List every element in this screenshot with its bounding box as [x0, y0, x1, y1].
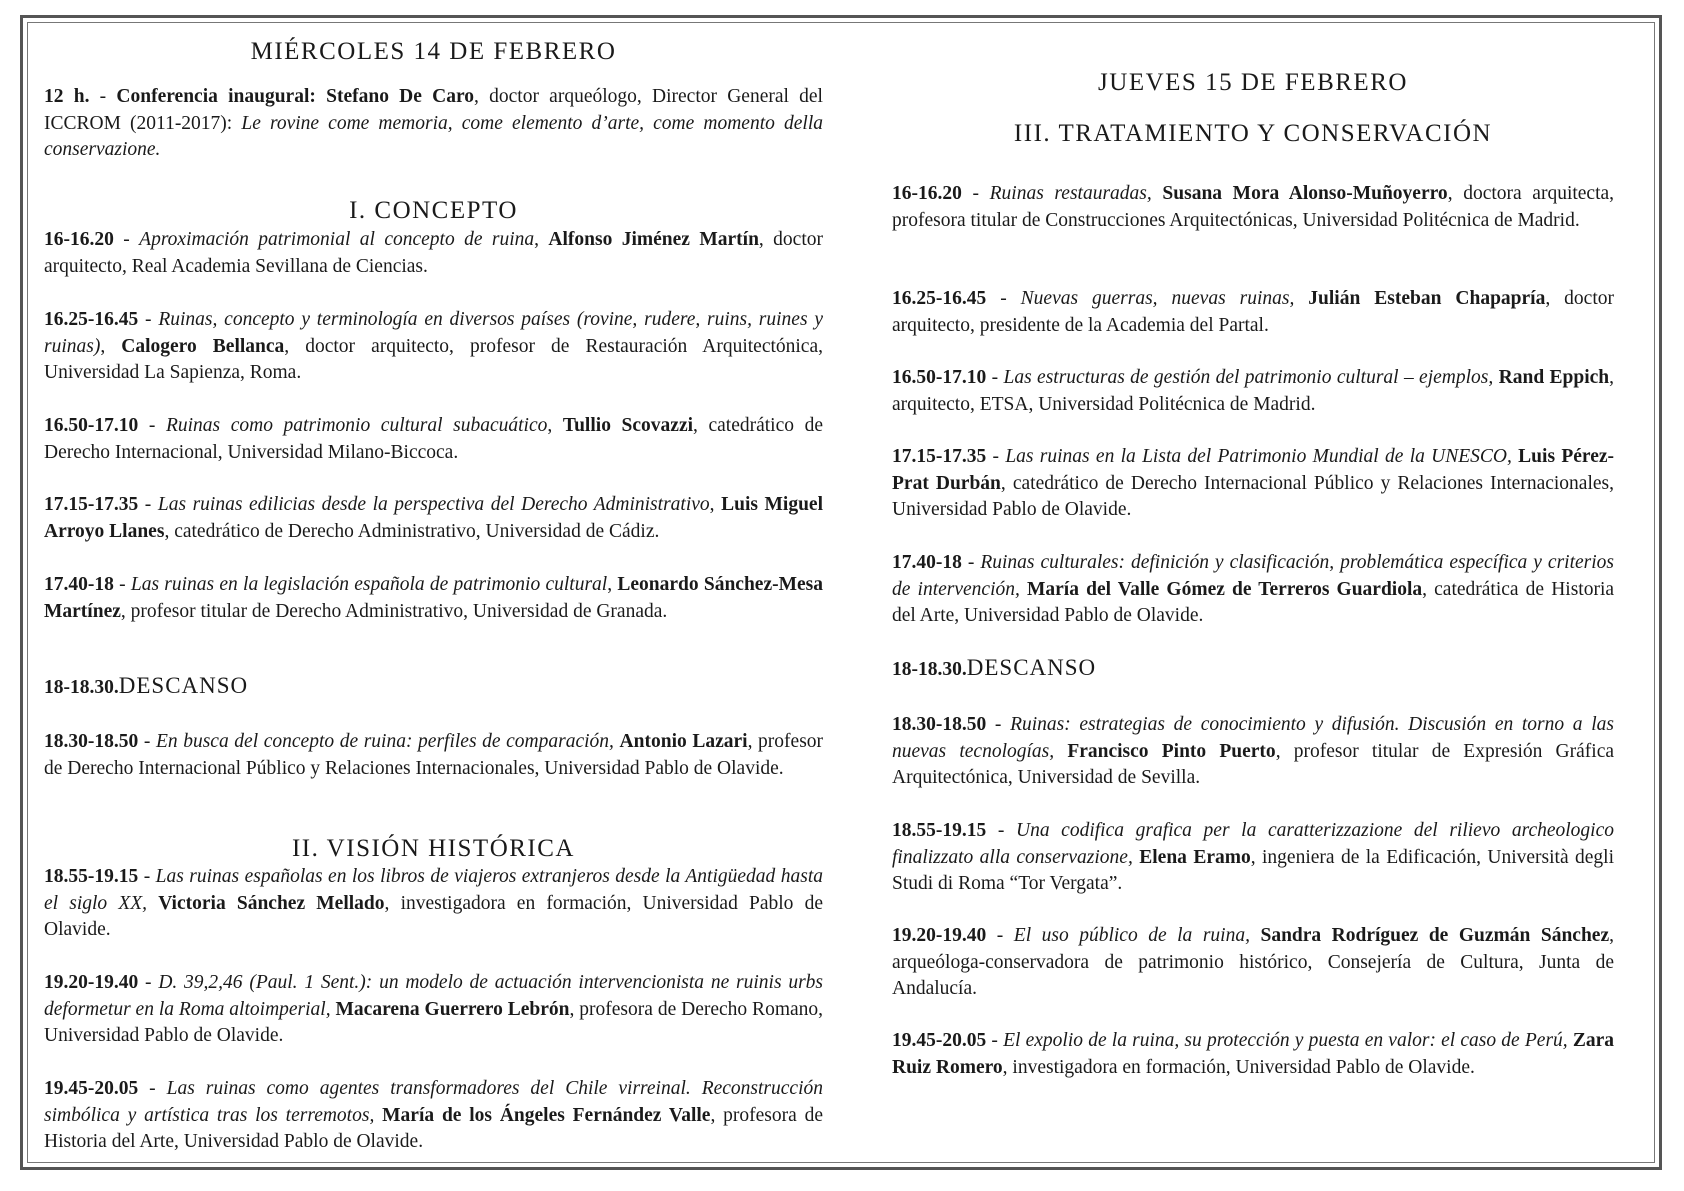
entry-separator: , [100, 335, 122, 357]
program-entry [44, 970, 823, 1050]
entry-time: 19.45-20.05 [892, 1030, 987, 1051]
program-entry [892, 1028, 1614, 1081]
entry-separator: - [986, 925, 1014, 946]
entry-time: 17.15-17.35 [44, 494, 139, 515]
entry-time: 17.40-18 [892, 552, 962, 573]
break-label: DESCANSO [966, 655, 1097, 680]
entry-speaker: Luis Pérez-Prat Durbán [892, 446, 1614, 494]
entry-separator: - [138, 309, 159, 330]
entry-separator: - [961, 183, 990, 204]
entry-speaker: Susana Mora Alonso-Muñoyerro [1162, 183, 1448, 204]
program-entry [44, 864, 823, 944]
entry-speaker: Sandra Rodríguez de Guzmán Sánchez [1260, 925, 1610, 946]
break-time: 18-18.30. [44, 677, 119, 698]
day-heading-thursday: JUEVES 15 DE FEBRERO [1098, 69, 1408, 96]
entry-title: Las ruinas en la Lista del Patrimonio Mundial de la UNESCO, [1005, 446, 1512, 467]
entry-title: Las ruinas españolas en los libros de viajeros extranjeros desde la Antigüedad hasta el siglo XX, [44, 866, 824, 914]
program-entry [892, 181, 1614, 234]
entry-title: Ruinas, concepto y terminología en diversos países (rovine, rudere, ruins, ruines y ruinas) [44, 309, 823, 357]
break-descanso [892, 653, 1096, 685]
entry-description: , profesora de Historia del Arte, Universidad Pablo de Olavide. [44, 1104, 824, 1152]
entry-separator [1294, 288, 1308, 309]
entry-speaker: Macarena Guerrero Lebrón [335, 998, 570, 1020]
entry-separator: , [607, 574, 618, 595]
entry-label: Conferencia inaugural: Stefano De Caro [116, 86, 475, 107]
entry-title: Ruinas culturales: definición y clasificación, problemática específica y criterios de intervención, [892, 552, 1614, 600]
entry-title: El expolio de la ruina, su protección y puesta en valor: el caso de Perú, [1003, 1030, 1568, 1051]
entry-description: , catedrático de Derecho Internacional, Universidad Milano-Biccoca. [44, 415, 824, 463]
program-entry [44, 572, 823, 625]
break-descanso [44, 671, 248, 703]
program-entry [892, 712, 1614, 792]
entry-separator: - [986, 1030, 1004, 1051]
program-entry [44, 227, 823, 280]
entry-separator: - [986, 714, 1011, 735]
program-entry [892, 818, 1614, 898]
entry-title: Ruinas: estrategias de conocimiento y difusión. Discusión en torno a las nuevas tecnologías, [892, 714, 1614, 762]
program-entry [44, 307, 823, 387]
entry-speaker: Elena Eramo [1139, 846, 1251, 868]
entry-time: 18.30-18.50 [892, 714, 987, 735]
entry-separator [1020, 579, 1027, 600]
entry-description: , profesora de Derecho Romano, Universidad Pablo de Olavide. [44, 998, 824, 1046]
entry-separator: - [113, 574, 131, 595]
entry-separator [1054, 741, 1067, 762]
program-entry [892, 923, 1614, 1003]
program-entry [44, 1076, 823, 1156]
entry-title: Ruinas como patrimonio cultural subacuático [165, 415, 548, 436]
entry-description: , doctora arquitecta, profesora titular de Construcciones Arquitectónicas, Universidad Politécnica de Madrid. [892, 183, 1615, 231]
entry-description: , catedrático de Derecho Administrativo, Universidad de Cádiz. [164, 520, 660, 542]
entry-separator: - [961, 552, 981, 573]
entry-time: 17.15-17.35 [892, 446, 987, 467]
entry-separator: - [138, 972, 159, 993]
entry-title: Aproximación patrimonial al concepto de ruina [139, 229, 535, 250]
section-heading-tratamiento: III. TRATAMIENTO Y CONSERVACIÓN [1013, 120, 1493, 147]
entry-title: Nuevas guerras, nuevas ruinas, [1020, 288, 1295, 309]
entry-title: Las ruinas en la legislación española de patrimonio cultural [130, 574, 608, 595]
break-time: 18-18.30. [892, 659, 967, 680]
entry-separator: - [986, 367, 1004, 388]
entry-speaker: Francisco Pinto Puerto [1067, 740, 1276, 762]
entry-separator: , [534, 229, 549, 250]
program-entry [892, 365, 1614, 418]
entry-separator: - [986, 288, 1021, 309]
entry-description: , arquitecto, ETSA, Universidad Politécnica de Madrid. [892, 367, 1615, 415]
entry-separator [374, 1105, 382, 1126]
entry-separator [1152, 183, 1163, 204]
entry-speaker: Tullio Scovazzi [562, 415, 694, 436]
entry-description: , doctor arquitecto, profesor de Restauración Arquitectónica, Universidad La Sapienza, Roma. [44, 335, 823, 383]
entry-description: , catedrática de Historia del Arte, Universidad Pablo de Olavide. [892, 578, 1615, 626]
entry-time: 18.55-19.15 [44, 866, 139, 887]
program-entry [892, 286, 1614, 339]
entry-title: D. 39,2,46 (Paul. 1 Sent.): un modelo de actuación intervencionista ne ruinis urbs deformetur en la Roma altoimperial, [44, 972, 823, 1020]
entry-speaker: Luis Miguel Arroyo Llanes [44, 494, 823, 542]
entry-title: Le rovine come memoria, come elemento d’arte, come momento della conservazione. [44, 112, 823, 160]
entry-separator: - [138, 1078, 167, 1099]
entry-time: 19.20-19.40 [892, 925, 987, 946]
entry-description: , doctor arqueólogo, Director General del ICCROM (2011-2017): [44, 86, 823, 134]
entry-speaker: Alfonso Jiménez Martín [548, 229, 759, 250]
entry-separator: - [986, 820, 1016, 841]
entry-separator: - [138, 731, 156, 752]
entry-separator: - [986, 446, 1006, 467]
entry-time: 16.50-17.10 [44, 415, 139, 436]
entry-separator: - [138, 415, 166, 436]
entry-description: , catedrático de Derecho Internacional Público y Relaciones Internacionales, Universidad Pablo de Olavide. [892, 472, 1614, 520]
entry-description: , profesor titular de Expresión Gráfica Arquitectónica, Universidad de Sevilla. [892, 740, 1615, 788]
entry-time: 16.50-17.10 [892, 367, 987, 388]
entry-description: , arqueóloga-conservadora de patrimonio histórico, Consejería de Cultura, Junta de Andalucía. [892, 925, 1614, 999]
section-heading-vision-historica: II. VISIÓN HISTÓRICA [291, 835, 575, 862]
entry-speaker: María de los Ángeles Fernández Valle [382, 1104, 711, 1126]
program-entry [892, 444, 1614, 524]
program-entry [892, 550, 1614, 630]
entry-description: , investigadora en formación, Universidad Pablo de Olavide. [44, 892, 823, 940]
entry-description: , doctor arquitecto, presidente de la Academia del Partal. [892, 288, 1615, 336]
entry-time: 19.20-19.40 [44, 972, 139, 993]
entry-description: , profesor titular de Derecho Administrativo, Universidad de Granada. [120, 600, 668, 622]
entry-separator: , [709, 494, 722, 515]
entry-description: , doctor arquitecto, Real Academia Sevillana de Ciencias. [44, 229, 824, 277]
program-entry [44, 413, 823, 466]
opening-lecture [44, 84, 823, 164]
entry-time: 16-16.20 [892, 183, 962, 204]
entry-title: Una codifica grafica per la caratterizzazione del rilievo archeologico finalizzato alla conservazione, [892, 820, 1615, 868]
entry-title: Ruinas restauradas, [989, 183, 1152, 204]
entry-speaker: Victoria Sánchez Mellado [158, 892, 385, 914]
entry-time: 18.30-18.50 [44, 731, 139, 752]
entry-speaker: Rand Eppich [1498, 367, 1610, 388]
entry-title: En busca del concepto de ruina: perfiles de comparación, [155, 731, 614, 752]
entry-speaker: Antonio Lazari [619, 731, 748, 752]
entry-time: 18.55-19.15 [892, 820, 987, 841]
entry-title: Las ruinas edilicias desde la perspectiva del Derecho Administrativo [157, 494, 710, 515]
entry-time: 16.25-16.45 [44, 309, 139, 330]
program-entry [44, 729, 823, 782]
entry-title: El uso público de la ruina, [1013, 925, 1250, 946]
entry-title: Las ruinas como agentes transformadores del Chile virreinal. Reconstrucción simbólica y artística tras los terremotos, [44, 1078, 823, 1126]
break-label: DESCANSO [118, 673, 249, 698]
entry-separator: - [138, 866, 156, 887]
entry-description: , profesor de Derecho Internacional Público y Relaciones Internacionales, Universidad Pablo de Olavide. [44, 731, 824, 779]
entry-time: 16.25-16.45 [892, 288, 987, 309]
entry-time: 17.40-18 [44, 574, 114, 595]
entry-time: 16-16.20 [44, 229, 114, 250]
entry-separator: , [547, 415, 563, 436]
entry-separator [147, 893, 158, 914]
entry-description: , investigadora en formación, Universidad Pablo de Olavide. [1002, 1056, 1475, 1078]
entry-speaker: Calogero Bellanca [121, 335, 285, 357]
entry-speaker: Zara Ruiz Romero [892, 1030, 1615, 1078]
entry-time: 19.45-20.05 [44, 1078, 139, 1099]
entry-speaker: Julián Esteban Chapapría [1308, 288, 1546, 309]
entry-separator: - [113, 229, 140, 250]
entry-speaker: Leonardo Sánchez-Mesa Martínez [44, 574, 823, 622]
section-heading-concepto: I. CONCEPTO [349, 197, 518, 224]
entry-separator: - [138, 494, 158, 515]
entry-speaker: María del Valle Gómez de Terreros Guardiola [1027, 578, 1423, 600]
entry-time: 12 h. [44, 86, 90, 107]
program-entry [44, 492, 823, 545]
entry-separator: - [89, 86, 117, 107]
entry-description: , ingeniera de la Edificación, Università degli Studi di Roma “Tor Vergata”. [892, 846, 1614, 894]
day-heading-wednesday: MIÉRCOLES 14 DE FEBRERO [250, 38, 617, 65]
entry-title: Las estructuras de gestión del patrimonio cultural – ejemplos, [1003, 367, 1494, 388]
entry-separator [1250, 925, 1261, 946]
